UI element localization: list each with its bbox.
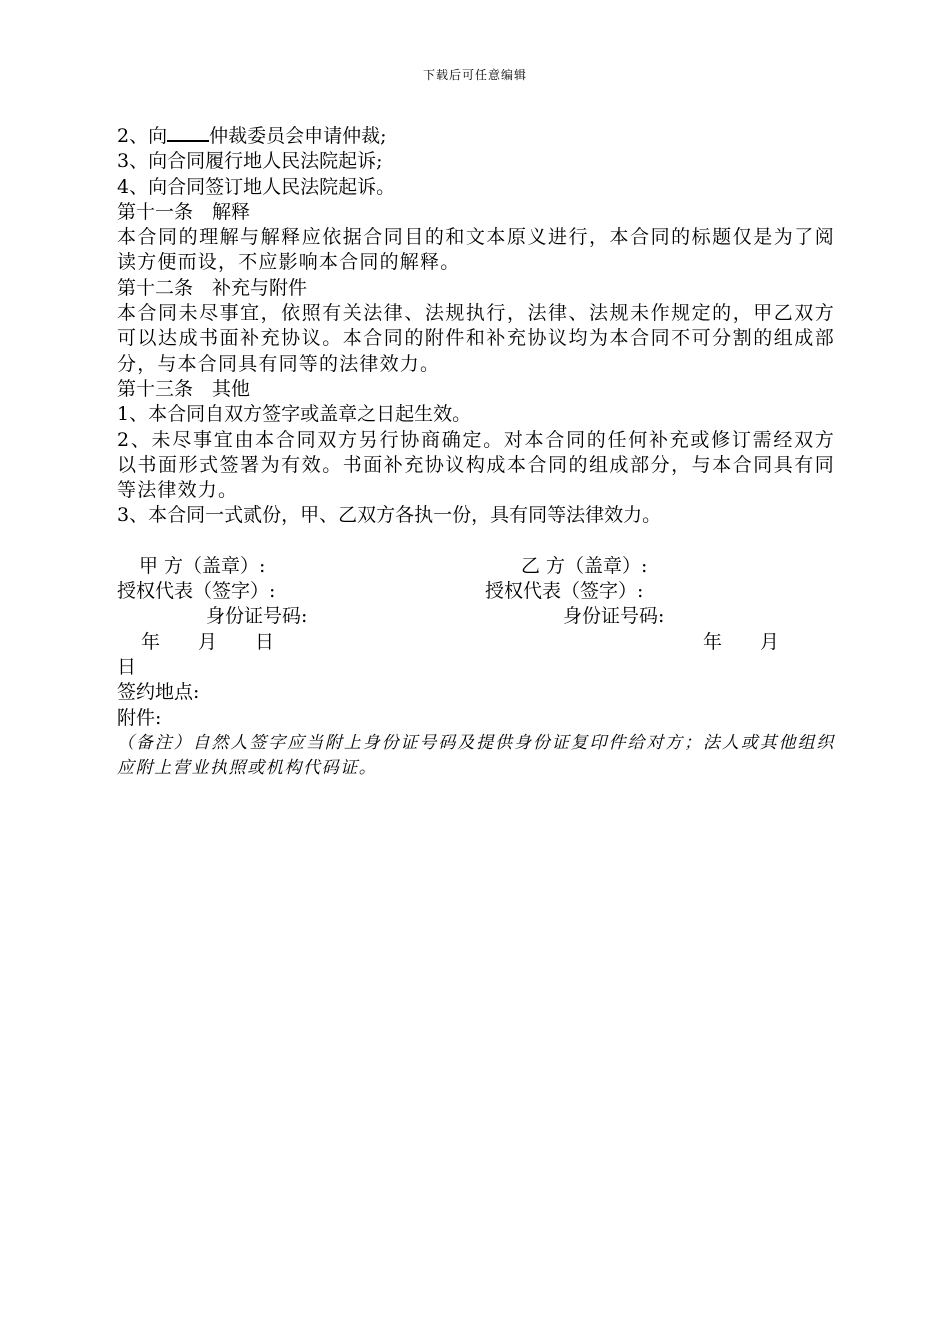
contract-body (117, 124, 835, 781)
representative-row (117, 579, 835, 604)
party-b-date-day: 日 (117, 655, 137, 678)
article-13-item-1: 1、本合同自双方签字或盖章之日起生效。 (117, 403, 472, 426)
date-row (117, 630, 835, 655)
party-a-representative: 授权代表（签字）: (117, 580, 276, 603)
spacer (117, 529, 835, 554)
dispute-item-2-prefix: 2、向 (117, 125, 168, 147)
party-a-date: 年 月 日 (141, 630, 275, 653)
attachment-label: 附件: (117, 706, 162, 729)
dispute-item-2-suffix: 仲裁委员会申请仲裁; (209, 125, 387, 147)
party-a-id-number: 身份证号码: (206, 605, 308, 628)
article-13-title: 第十三条 其他 (117, 377, 251, 400)
seal-row (117, 554, 835, 579)
party-b-representative: 授权代表（签字）: (485, 580, 644, 603)
remark-note: （备注）自然人签字应当附上身份证号码及提供身份证复印件给对方；法人或其他组织应附上营业执照或机构代码证。 (117, 732, 835, 778)
party-b-date: 年 月 (703, 630, 780, 653)
party-b-id-number: 身份证号码: (563, 605, 665, 628)
dispute-item-2 (117, 124, 835, 149)
article-11-title: 第十一条 解释 (117, 200, 251, 223)
header-note: 下载后可任意编辑 (422, 68, 527, 82)
article-11-body: 本合同的理解与解释应依据合同目的和文本原义进行，本合同的标题仅是为了阅读方便而设，不应影响本合同的解释。 (117, 226, 835, 274)
signing-place: 签约地点: (117, 681, 200, 704)
dispute-item-3: 3、向合同履行地人民法院起诉; (117, 150, 383, 173)
blank-underline (167, 124, 209, 142)
dispute-item-4: 4、向合同签订地人民法院起诉。 (117, 175, 396, 198)
article-12-title: 第十二条 补充与附件 (117, 276, 308, 299)
id-number-row (117, 604, 835, 629)
article-12-body: 本合同未尽事宜，依照有关法律、法规执行，法律、法规未作规定的，甲乙双方可以达成书面补充协议。本合同的附件和补充协议均为本合同不可分割的组成部分，与本合同具有同等的法律效力。 (117, 302, 835, 375)
party-a-seal: 甲 方（盖章）: (139, 554, 266, 577)
article-13-item-3: 3、本合同一式贰份，甲、乙双方各执一份，具有同等法律效力。 (117, 504, 662, 527)
party-b-seal: 乙 方（盖章）: (521, 554, 648, 577)
article-13-item-2: 2、未尽事宜由本合同双方另行协商确定。对本合同的任何补充或修订需经双方以书面形式签署为有效。书面补充协议构成本合同的组成部分，与本合同具有同等法律效力。 (117, 428, 835, 502)
